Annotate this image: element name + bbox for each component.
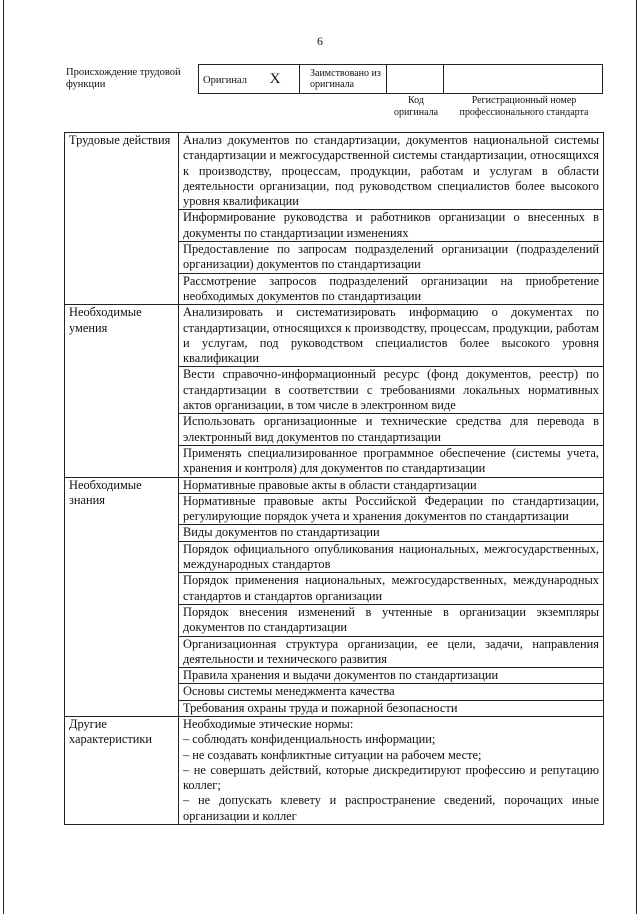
ethics-rule: – не допускать клевету и распространение сведений, порочащих иные организации и коллег <box>183 793 599 823</box>
table-cell: Организационная структура организации, ее цели, задачи, направления деятельности и технического развития <box>179 636 604 668</box>
reg-number-box <box>444 65 603 94</box>
category-skills: Необходимые умения <box>65 305 179 477</box>
table-row <box>65 305 604 367</box>
other-characteristics-cell <box>179 716 604 824</box>
table-cell: Нормативные правовые акты Российской Федерации по стандартизации, регулирующие порядок учета и хранения документов по стандартизации <box>179 493 604 525</box>
category-other: Другие характеристики <box>65 716 179 824</box>
table-cell: Виды документов по стандартизации <box>179 525 604 541</box>
borrowed-label: Заимствовано из оригинала <box>300 65 387 94</box>
table-cell: Порядок применения национальных, межгосударственных, международных стандартов и стандартов организации <box>179 573 604 605</box>
category-knowledge: Необходимые знания <box>65 477 179 716</box>
scan-edge-left <box>3 0 4 914</box>
table-cell: Вести справочно-информационный ресурс (фонд документов, реестр) по стандартизации в соответствии с требованиями локальных нормативных актов организации, в том числе в электронном виде <box>179 367 604 414</box>
table-cell: Анализировать и систематизировать информацию о документах по стандартизации, относящихся к производству, процессам, продукции, работам и услугам, под руководством специалистов более высокого уровня квалификации <box>179 305 604 367</box>
ethics-rule: – не совершать действий, которые дискредитируют профессию и репутацию коллег; <box>183 762 599 793</box>
origin-header-table <box>66 64 603 94</box>
table-row <box>65 716 604 824</box>
table-cell: Требования охраны труда и пожарной безопасности <box>179 700 604 716</box>
table-cell: Предоставление по запросам подразделений организации (подразделений организации) документов по стандартизации <box>179 242 604 274</box>
table-cell: Порядок внесения изменений в учтенные в организации экземпляры документов по стандартизации <box>179 604 604 636</box>
code-original-box <box>387 65 444 94</box>
origin-label: Происхождение трудовой функции <box>66 67 181 90</box>
labor-function-table <box>64 132 604 825</box>
scan-edge-right <box>636 0 637 914</box>
original-mark: X <box>269 70 281 87</box>
original-label: Оригинал <box>203 74 247 86</box>
reg-number-caption: Регистрационный номер профессионального стандарта <box>459 95 589 118</box>
category-labor-actions: Трудовые действия <box>65 133 179 305</box>
table-row <box>65 133 604 210</box>
table-cell: Использовать организационные и технические средства для перевода в электронный вид документов по стандартизации <box>179 414 604 446</box>
table-row <box>65 477 604 493</box>
table-cell: Применять специализированное программное обеспечение (системы учета, хранения и контроля) для документов по стандартизации <box>179 445 604 477</box>
table-cell: Анализ документов по стандартизации, документов национальной системы стандартизации и межгосударственной системы стандартизации, относящихся к производству, процессам, продукции, работам и услугам в области деятельности организации, под руководством специалистов более высокого уровня квалификации <box>179 133 604 210</box>
table-cell: Рассмотрение запросов подразделений организации на приобретение необходимых документов по стандартизации <box>179 273 604 305</box>
ethics-rule: – соблюдать конфиденциальность информации; <box>183 732 436 747</box>
ethics-rule: – не создавать конфликтные ситуации на рабочем месте; <box>183 747 482 762</box>
table-cell: Порядок официального опубликования национальных, межгосударственных, международных стандартов <box>179 541 604 573</box>
page-number: 6 <box>317 34 323 48</box>
table-cell: Правила хранения и выдачи документов по стандартизации <box>179 668 604 684</box>
table-cell: Информирование руководства и работников организации о внесенных в документы по стандартизации изменениях <box>179 210 604 242</box>
table-cell: Основы системы менеджмента качества <box>179 684 604 700</box>
code-original-caption: Код оригинала <box>393 95 439 118</box>
table-cell: Нормативные правовые акты в области стандартизации <box>179 477 604 493</box>
original-cell <box>199 65 300 94</box>
ethics-heading: Необходимые этические нормы: <box>183 716 354 731</box>
